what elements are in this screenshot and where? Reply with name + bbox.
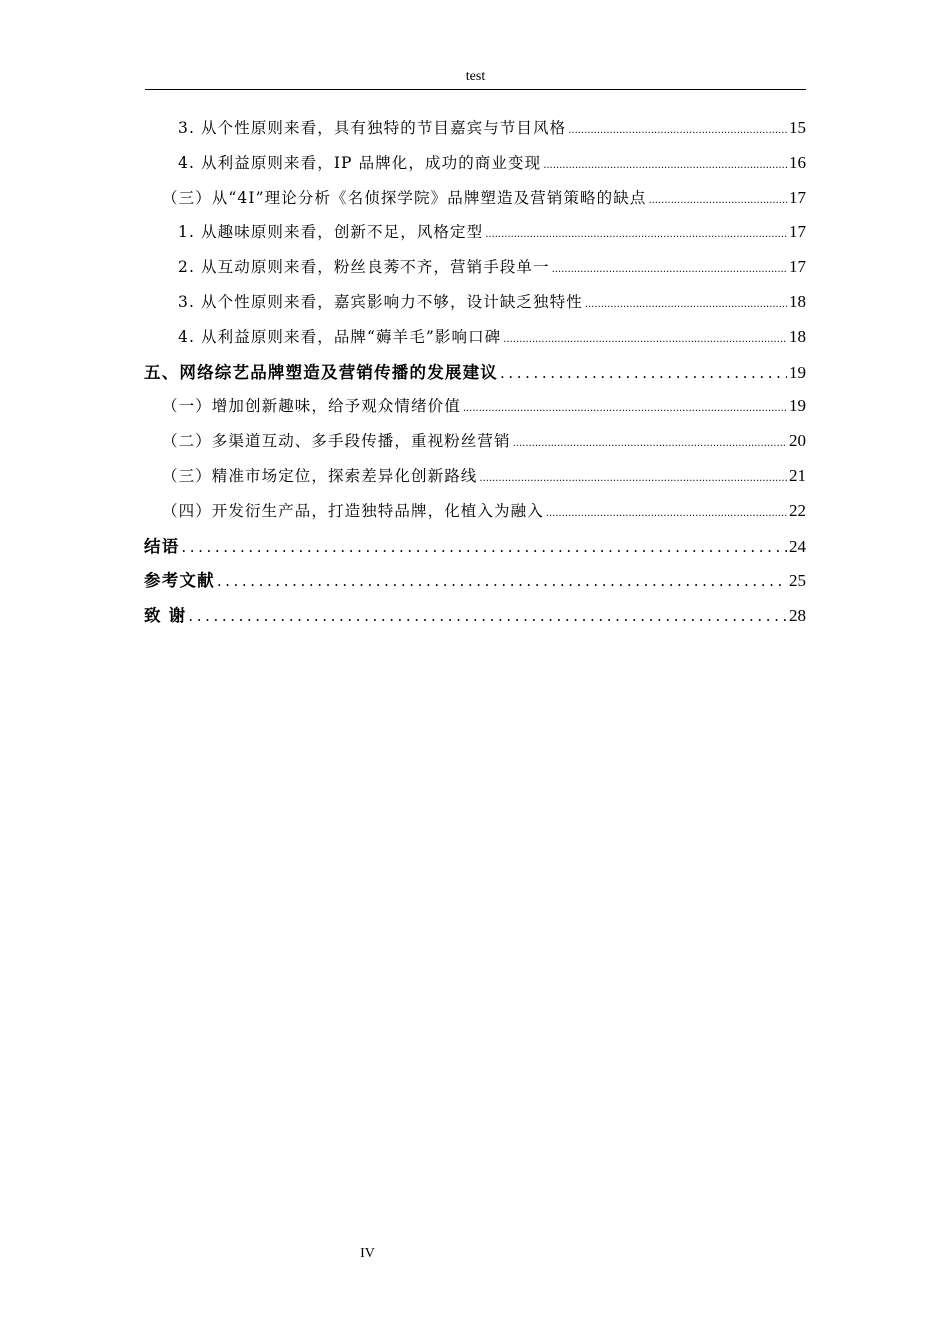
- toc-entry[interactable]: [178, 254, 806, 280]
- dot-leader: [181, 534, 787, 560]
- dot-leader: [463, 396, 787, 422]
- toc-entry-page: 22: [789, 501, 806, 520]
- toc-chapter-entry[interactable]: [144, 603, 806, 629]
- toc-entry-label: 3. 从个性原则来看，具有独特的节目嘉宾与节目风格: [178, 119, 567, 137]
- toc-entry[interactable]: [162, 463, 806, 489]
- toc-entry-page: 17: [789, 257, 806, 276]
- toc-entry-label: 2. 从互动原则来看，粉丝良莠不齐，营销手段单一: [178, 258, 550, 276]
- toc-entry[interactable]: [178, 324, 806, 350]
- toc-entry[interactable]: [178, 289, 806, 315]
- toc-entry[interactable]: [162, 428, 806, 454]
- toc-entry-page: 16: [789, 153, 806, 172]
- toc-entry-label: （三）精准市场定位，探索差异化创新路线: [162, 467, 478, 485]
- toc-entry-label: 4. 从利益原则来看，IP 品牌化，成功的商业变现: [178, 154, 542, 172]
- dot-leader: [188, 603, 787, 629]
- toc-entry[interactable]: [162, 185, 806, 211]
- dot-leader: [552, 257, 787, 283]
- toc-entry-label: 4. 从利益原则来看，品牌“薅羊毛”影响口碑: [178, 328, 502, 346]
- toc-chapter-entry[interactable]: [144, 568, 806, 594]
- toc-entry-label: 3. 从个性原则来看，嘉宾影响力不够，设计缺乏独特性: [178, 293, 583, 311]
- dot-leader: [543, 153, 787, 179]
- toc-entry-page: 17: [789, 222, 806, 241]
- toc-entry-label: （三）从“4I”理论分析《名侦探学院》品牌塑造及营销策略的缺点: [162, 189, 647, 207]
- page-header: test: [465, 69, 486, 84]
- dot-leader: [485, 222, 787, 248]
- dot-leader: [500, 360, 787, 386]
- toc-entry-label: （二）多渠道互动、多手段传播，重视粉丝营销: [162, 432, 511, 450]
- dot-leader: [546, 501, 787, 527]
- toc-chapter-label: 参考文献: [144, 571, 215, 590]
- toc-entry-page: 19: [789, 396, 806, 415]
- toc-entry-page: 18: [789, 327, 806, 346]
- dot-leader: [503, 327, 787, 353]
- toc-chapter-page: 25: [789, 571, 806, 590]
- toc-chapter-label: 五、网络综艺品牌塑造及营销传播的发展建议: [144, 363, 498, 382]
- toc-entry-page: 21: [789, 466, 806, 485]
- toc-chapter-entry[interactable]: [144, 534, 806, 560]
- toc-chapter-page: 19: [789, 363, 806, 382]
- toc-entry-page: 15: [789, 118, 806, 137]
- toc-entry[interactable]: [178, 150, 806, 176]
- dot-leader: [585, 292, 787, 318]
- toc-entry[interactable]: [162, 393, 806, 419]
- dot-leader: [217, 568, 787, 594]
- toc-chapter-label: 致 谢: [144, 606, 187, 625]
- toc-entry[interactable]: [162, 498, 806, 524]
- toc-entry-page: 17: [789, 188, 806, 207]
- toc-entry[interactable]: [178, 115, 806, 141]
- toc-entry[interactable]: [178, 219, 806, 245]
- toc-entry-page: 20: [789, 431, 806, 450]
- toc-entry-label: （一）增加创新趣味，给予观众情绪价值: [162, 397, 461, 415]
- toc-chapter-entry[interactable]: [144, 360, 806, 386]
- dot-leader: [568, 118, 787, 144]
- toc-entry-page: 18: [789, 292, 806, 311]
- dot-leader: [479, 466, 787, 492]
- toc-entry-label: （四）开发衍生产品，打造独特品牌，化植入为融入: [162, 502, 544, 520]
- toc-chapter-page: 24: [789, 537, 806, 556]
- toc-chapter-page: 28: [789, 606, 806, 625]
- dot-leader: [513, 431, 787, 457]
- dot-leader: [648, 188, 787, 214]
- toc-entry-label: 1. 从趣味原则来看，创新不足，风格定型: [178, 223, 484, 241]
- page-number: IV: [360, 1246, 375, 1261]
- toc-chapter-label: 结语: [144, 537, 180, 556]
